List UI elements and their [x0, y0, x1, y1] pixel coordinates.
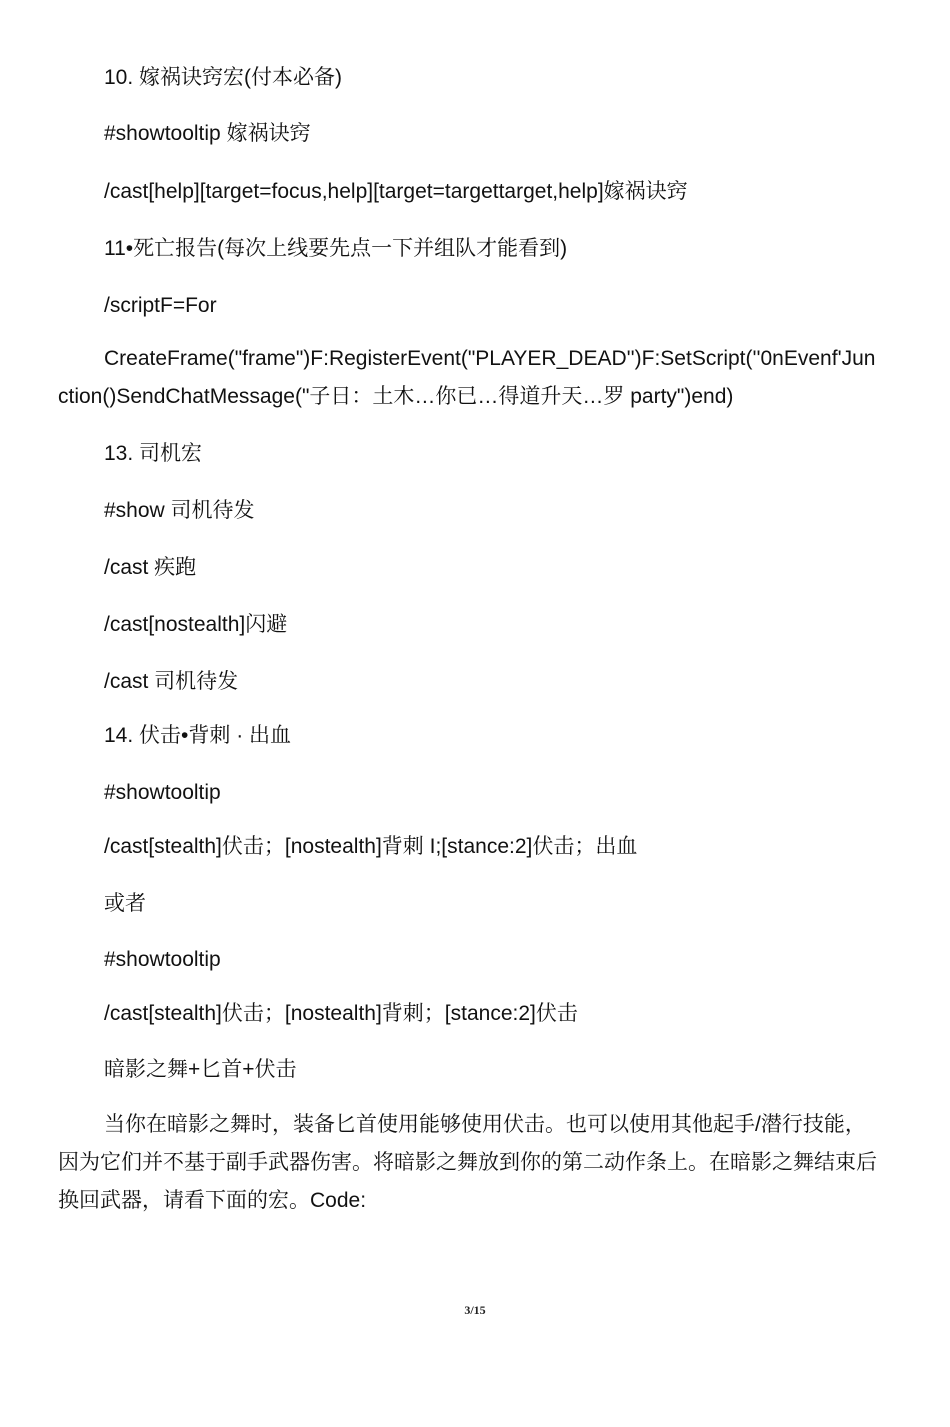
heading-macro-14: 14. 伏击•背刺 · 出血: [104, 724, 292, 747]
page-number: 3/15: [464, 1303, 486, 1317]
text-line: 暗影之舞+匕首+伏击: [104, 1058, 297, 1081]
text-line: 或者: [104, 892, 146, 915]
macro-line: /scriptF=For: [104, 294, 217, 317]
macro-line: /cast 疾跑: [104, 556, 197, 579]
heading-macro-13: 13. 司机宏: [104, 442, 203, 465]
heading-macro-11: 11•死亡报告(每次上线要先点一下并组队才能看到): [104, 237, 568, 260]
macro-line: #showtooltip 嫁祸诀窍: [104, 122, 311, 145]
macro-line: #show 司机待发: [104, 499, 255, 522]
macro-line: /cast[help][target=focus,help][target=targettarget,help]嫁祸诀窍: [104, 180, 688, 203]
heading-macro-10: 10. 嫁祸诀窍宏(付本必备): [104, 66, 343, 89]
macro-line: #showtooltip: [104, 781, 221, 804]
macro-line: /cast 司机待发: [104, 670, 239, 693]
macro-line: /cast[stealth]伏击；[nostealth]背刺；[stance:2]伏击: [104, 1002, 578, 1025]
macro-line: /cast[stealth]伏击；[nostealth]背刺 I;[stance:2]伏击；出血: [104, 835, 638, 858]
macro-line: /cast[nostealth]闪避: [104, 613, 288, 636]
body-paragraph: 当你在暗影之舞时，装备匕首使用能够使用伏击。也可以使用其他起手/潜行技能，因为它们并不基于副手武器伤害。将暗影之舞放到你的第二动作条上。在暗影之舞结束后换回武器，请看下面的宏。Code:: [58, 1113, 877, 1212]
macro-line: #showtooltip: [104, 948, 221, 971]
code-paragraph: CreateFrame("frame")F:RegisterEvent("PLAYER_DEAD'')F:SetScript(''0nEvenf'Junction()SendChatMessage("子日：土木…你已…得道升天…罗 party")end): [58, 347, 876, 408]
